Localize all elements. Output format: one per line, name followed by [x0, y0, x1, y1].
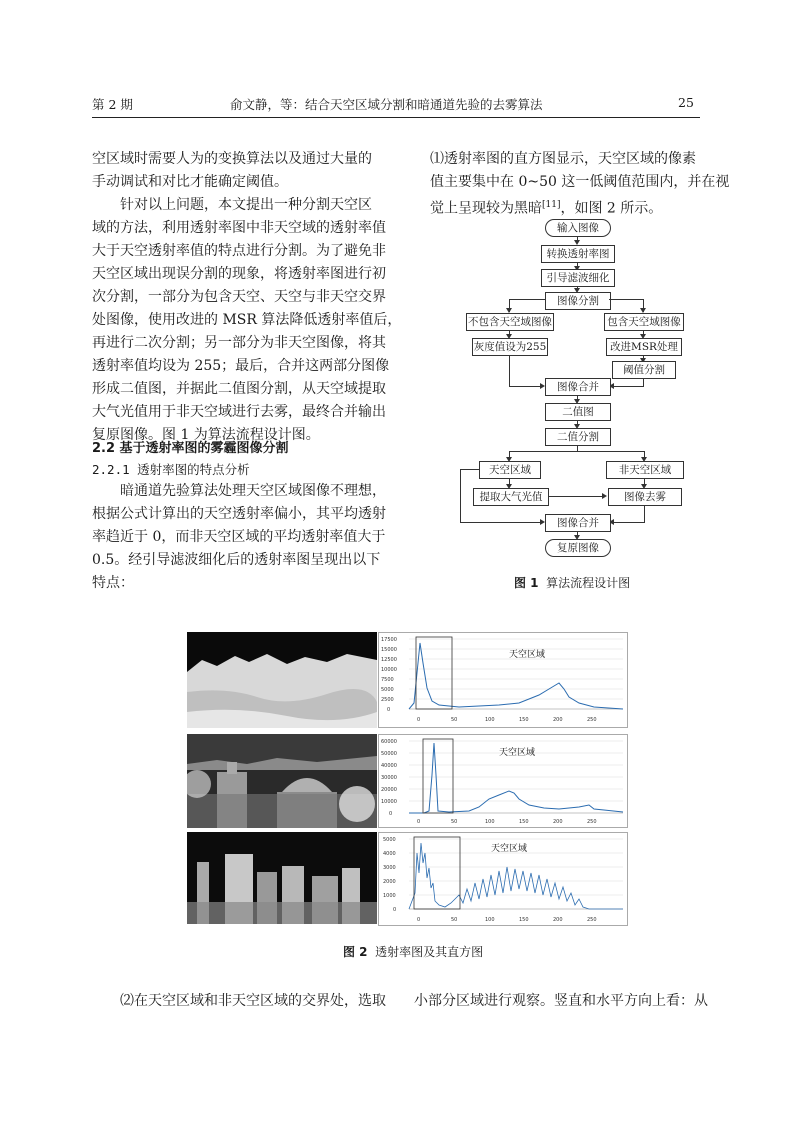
connector	[643, 378, 644, 386]
flow-image-segmentation: 图像分割	[545, 292, 611, 310]
text-line: 大于天空透射率值的特点进行分割。为了避免非	[92, 243, 386, 259]
connector	[509, 299, 545, 300]
caption-label: 图 1	[514, 576, 539, 590]
text-line: 大气光值用于非天空域进行去雾，最终合并输出	[92, 404, 386, 420]
y-tick: 20000	[381, 787, 397, 793]
caption-text: 算法流程设计图	[546, 576, 631, 590]
text-line: 天空区域出现误分割的现象，将透射率图进行初	[92, 266, 386, 282]
y-tick: 10000	[381, 799, 397, 805]
page-number: 25	[678, 95, 694, 110]
y-tick: 2500	[381, 697, 394, 703]
figure-2-caption	[343, 943, 483, 960]
y-tick: 17500	[381, 637, 397, 643]
y-tick: 12500	[381, 657, 397, 663]
flow-threshold-seg: 阈值分割	[612, 361, 676, 379]
text-line: 0.5。经引导滤波细化后的透射率图呈现出以下	[92, 552, 381, 568]
histogram-2	[378, 734, 628, 828]
flow-merge-1: 图像合并	[545, 378, 611, 396]
x-tick: 150	[519, 819, 529, 825]
x-tick: 250	[587, 717, 597, 723]
y-tick: 0	[389, 811, 393, 817]
y-tick: 30000	[381, 775, 397, 781]
flow-improved-msr: 改进MSR处理	[606, 338, 682, 356]
y-tick: 3000	[383, 865, 396, 871]
histogram-1	[378, 632, 628, 728]
y-tick: 5000	[383, 837, 396, 843]
text-line: 手动调试和对比才能确定阈值。	[92, 174, 288, 190]
connector	[614, 522, 645, 523]
flow-dehaze: 图像去雾	[608, 488, 682, 506]
citation: [11]	[542, 200, 561, 210]
flow-gray-255: 灰度值设为255	[472, 338, 548, 356]
x-tick: 200	[553, 717, 563, 723]
flow-sky-region: 天空区域	[479, 461, 541, 479]
text-line: 针对以上问题，本文提出一种分割天空区	[120, 197, 372, 213]
connector	[509, 386, 541, 387]
text-line: 次分割，一部分为包含天空、天空与非天空交界	[92, 289, 386, 305]
text-line: 形成二值图，并据此二值图分割，从天空域提取	[92, 381, 386, 397]
x-tick: 50	[451, 917, 458, 923]
x-tick: 0	[417, 917, 421, 923]
text-line: 暗通道先验算法处理天空区域图像不理想，	[120, 483, 386, 499]
connector	[509, 451, 645, 452]
text-line: 空区域时需要人为的变换算法以及通过大量的	[92, 151, 372, 167]
connector	[548, 496, 603, 497]
text-line: 复原图像。图 1 为算法流程设计图。	[92, 427, 320, 443]
x-tick: 250	[587, 917, 597, 923]
flow-with-sky-image: 包含天空域图像	[604, 313, 684, 331]
transmission-map-2	[187, 734, 377, 828]
running-title: 俞文静，等：结合天空区域分割和暗通道先验的去雾算法	[230, 97, 543, 112]
x-tick: 100	[485, 917, 495, 923]
x-tick: 100	[485, 819, 495, 825]
y-tick: 4000	[383, 851, 396, 857]
flow-binary-seg: 二值分割	[545, 428, 611, 446]
x-tick: 150	[519, 917, 529, 923]
connector	[509, 355, 510, 386]
x-tick: 200	[553, 819, 563, 825]
x-tick: 0	[417, 717, 421, 723]
x-tick: 100	[485, 717, 495, 723]
y-tick: 2000	[383, 879, 396, 885]
figure-1-caption	[514, 574, 630, 591]
text-span: 觉上呈现较为黑暗	[430, 200, 542, 217]
text-line: 再进行二次分割；另一部分为非天空图像，将其	[92, 335, 386, 351]
histogram-3	[378, 832, 628, 926]
y-tick: 1000	[383, 893, 396, 899]
histogram-label: 天空区域	[509, 650, 546, 660]
connector	[460, 469, 479, 470]
caption-label: 图 2	[343, 945, 368, 959]
histogram-label: 天空区域	[499, 748, 536, 758]
arrow	[602, 493, 607, 499]
flow-restored-image: 复原图像	[545, 539, 611, 557]
section-heading-2-2-1: 2.2.1 透射率图的特点分析	[92, 462, 250, 477]
flow-binary-map: 二值图	[545, 403, 611, 421]
histogram-label: 天空区域	[491, 844, 528, 854]
text-line: 率趋近于 0，而非天空区域的平均透射率值大于	[92, 529, 386, 545]
transmission-map-1	[187, 632, 377, 728]
text-line: ⑴透射率图的直方图显示，天空区域的像素	[430, 151, 696, 167]
section-heading-2-2: 2.2 基于透射率图的雾霾图像分割	[92, 441, 289, 456]
transmission-map-3	[187, 832, 377, 924]
y-tick: 50000	[381, 751, 397, 757]
journal-issue: 第 2 期	[92, 97, 133, 112]
x-tick: 200	[553, 917, 563, 923]
text-line: 透射率值均设为 255；最后，合并这两部分图像	[92, 358, 390, 374]
text-line: 根据公式计算出的天空透射率偏小，其平均透射	[92, 506, 386, 522]
flow-no-sky-image: 不包含天空域图像	[466, 313, 554, 331]
y-tick: 10000	[381, 667, 397, 673]
connector	[614, 386, 644, 387]
x-tick: 0	[417, 819, 421, 825]
connector	[577, 445, 578, 451]
x-tick: 150	[519, 717, 529, 723]
x-tick: 50	[451, 717, 458, 723]
flow-guided-filter: 引导滤波细化	[541, 269, 615, 287]
bottom-left-text: ⑵在天空区域和非天空区域的交界处，选取	[120, 993, 386, 1009]
text-line: 处图像，使用改进的 MSR 算法降低透射率值后，	[92, 312, 402, 328]
y-tick: 0	[387, 707, 391, 713]
x-tick: 250	[587, 819, 597, 825]
y-tick: 60000	[381, 739, 397, 745]
flow-transmission-map: 转换透射率图	[541, 245, 615, 263]
connector	[609, 299, 644, 300]
text-line: 特点：	[92, 575, 134, 591]
connector	[644, 505, 645, 522]
connector	[460, 469, 461, 522]
flow-atm-light: 提取大气光值	[473, 488, 549, 506]
flow-input-image: 输入图像	[545, 219, 611, 237]
flow-merge-2: 图像合并	[545, 514, 611, 532]
y-tick: 5000	[381, 687, 394, 693]
bottom-right-text: 小部分区域进行观察。竖直和水平方向上看：从	[414, 993, 708, 1009]
x-tick: 50	[451, 819, 458, 825]
connector	[460, 522, 540, 523]
text-line: 域的方法，利用透射率图中非天空域的透射率值	[92, 220, 386, 236]
text-span: ，如图 2 所示。	[560, 200, 663, 217]
y-tick: 15000	[381, 647, 397, 653]
text-line: 值主要集中在 0~50 这一低阈值范围内，并在视	[430, 174, 730, 190]
flow-non-sky-region: 非天空区域	[606, 461, 684, 479]
y-tick: 40000	[381, 763, 397, 769]
caption-text: 透射率图及其直方图	[375, 945, 484, 959]
y-tick: 7500	[381, 677, 394, 683]
y-tick: 0	[393, 907, 397, 913]
